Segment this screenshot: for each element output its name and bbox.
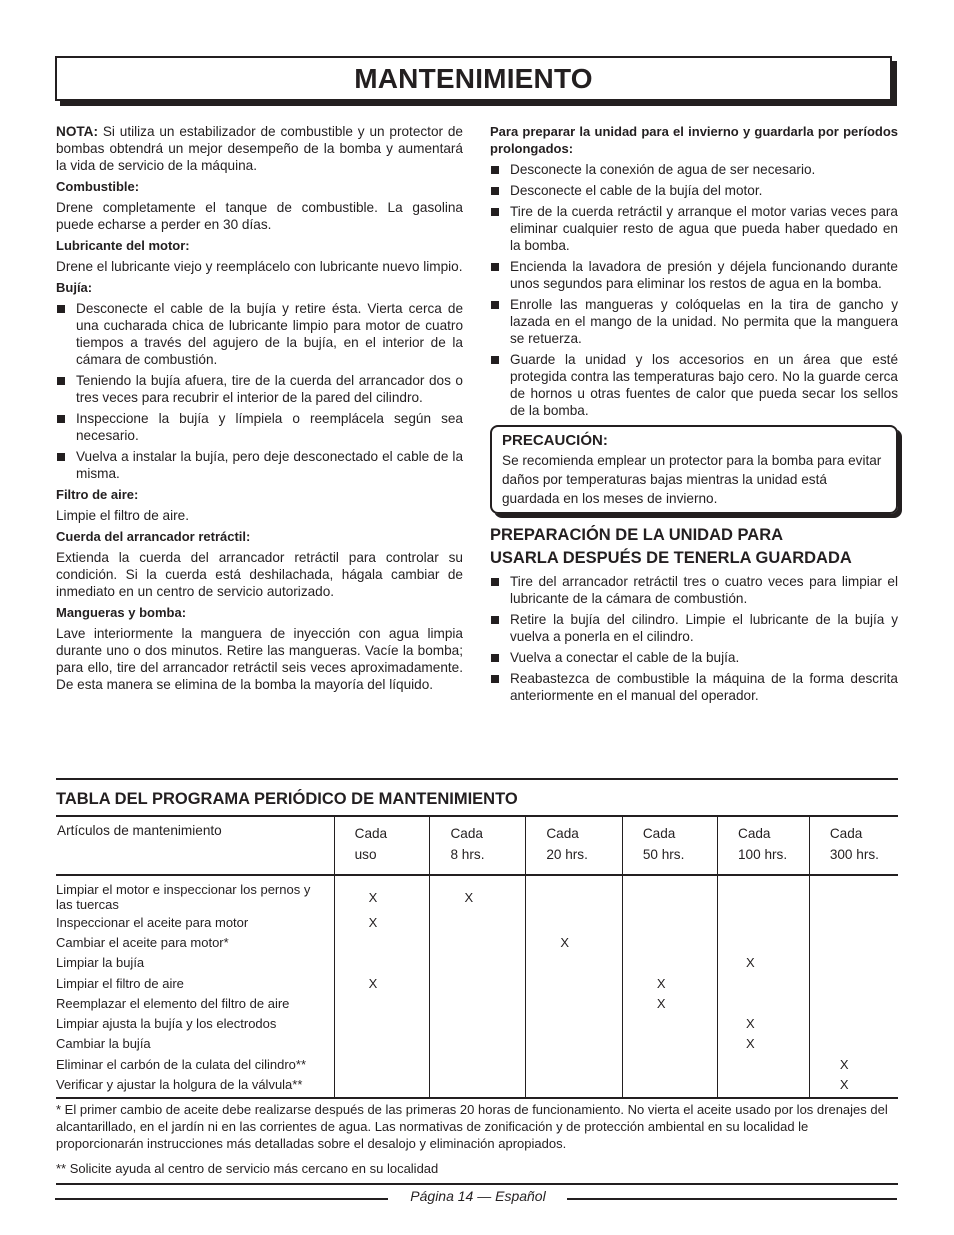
row-mark	[809, 993, 898, 1013]
row-item: Verificar y ajustar la holgura de la válvula**	[56, 1077, 303, 1093]
row-mark: X	[718, 953, 810, 973]
filter-text: Limpie el filtro de aire.	[56, 508, 189, 523]
row-mark	[809, 953, 898, 973]
row-mark	[430, 1074, 526, 1096]
square-bullet-icon	[491, 263, 499, 271]
square-bullet-icon	[491, 616, 499, 624]
square-bullet-icon	[57, 377, 65, 385]
header-col-line2: uso	[354, 847, 377, 862]
caution-title: PRECAUCIÓN:	[502, 432, 608, 449]
row-mark	[718, 993, 810, 1013]
header-col-line1: Cada	[546, 826, 579, 841]
row-mark	[334, 953, 430, 973]
list-item	[56, 410, 463, 444]
row-mark	[809, 1034, 898, 1054]
footnote-2: ** Solicite ayuda al centro de servicio más cercano en su localidad	[56, 1160, 439, 1176]
header-col-line2: 300 hrs.	[829, 847, 879, 862]
plug-list	[56, 300, 463, 482]
row-mark	[430, 953, 526, 973]
row-mark	[526, 912, 623, 932]
cord-heading: Cuerda del arrancador retráctil:	[56, 529, 251, 544]
prep-heading	[490, 524, 898, 570]
row-mark	[334, 993, 430, 1013]
row-mark	[718, 932, 810, 952]
row-mark: X	[809, 1074, 898, 1096]
list-item	[490, 296, 898, 347]
schedule-notes	[56, 1097, 898, 1185]
header-item: Artículos de mantenimiento	[56, 816, 334, 875]
list-item-text: Inspeccione la bujía y límpiela o reemplácela según sea necesario.	[76, 411, 463, 443]
cord-text: Extienda la cuerda del arrancador retráctil para controlar su condición. Si la cuerda está deshilachada, hágala cambiar de inmediato en un centro de servicio autorizado.	[56, 550, 463, 599]
row-mark	[718, 875, 810, 912]
list-item	[490, 351, 898, 419]
row-mark: X	[334, 875, 430, 912]
square-bullet-icon	[491, 356, 499, 364]
row-mark	[622, 953, 717, 973]
winter-heading: Para preparar la unidad para el invierno y guardarla por períodos prolongados:	[490, 124, 898, 156]
row-mark	[809, 875, 898, 912]
header-col	[622, 816, 717, 875]
row-mark	[622, 875, 717, 912]
row-mark	[526, 973, 623, 993]
square-bullet-icon	[491, 166, 499, 174]
list-item	[490, 573, 898, 607]
row-mark	[334, 1074, 430, 1096]
row-mark: X	[334, 912, 430, 932]
list-item-text: Enrolle las mangueras y colóquelas en la tira de gancho y lazada en el mango de la unidad. No permita que la manguera se retuerza.	[510, 297, 898, 346]
row-mark	[430, 973, 526, 993]
row-mark: X	[526, 932, 623, 952]
row-mark	[718, 912, 810, 932]
row-mark	[430, 1054, 526, 1074]
table-row	[56, 1034, 898, 1054]
list-item	[56, 448, 463, 482]
row-mark	[809, 912, 898, 932]
list-item	[490, 611, 898, 645]
winter-list	[490, 161, 898, 419]
row-mark: X	[430, 875, 526, 912]
row-mark	[809, 973, 898, 993]
list-item	[490, 161, 898, 178]
header-col-line1: Cada	[354, 826, 388, 841]
row-mark	[809, 1013, 898, 1033]
note-text: Si utiliza un estabilizador de combustible y un protector de bombas obtendrá un mejor desempeño de la bomba y aumentará la vida de servicio de la máquina.	[56, 124, 463, 173]
list-item	[490, 203, 898, 254]
title-banner	[55, 56, 897, 106]
left-column	[56, 123, 463, 697]
lube-heading: Lubricante del motor:	[56, 238, 190, 253]
row-mark	[622, 912, 717, 932]
row-mark	[334, 1034, 430, 1054]
footer-rule-left	[55, 1198, 388, 1200]
square-bullet-icon	[491, 208, 499, 216]
row-item: Reemplazar el elemento del filtro de aire	[56, 995, 290, 1011]
fuel-text: Drene completamente el tanque de combustible. La gasolina puede echarse a perder en 30 días.	[56, 200, 463, 232]
note-paragraph	[56, 123, 463, 174]
plug-heading: Bujía:	[56, 280, 93, 295]
header-col-line2: 8 hrs.	[450, 847, 485, 862]
table-row	[56, 875, 898, 912]
list-item-text: Reabastezca de combustible la máquina de la forma descrita anteriormente en el manual del operador.	[510, 671, 898, 703]
list-item-text: Vuelva a instalar la bujía, pero deje desconectado el cable de la misma.	[76, 449, 463, 481]
square-bullet-icon	[491, 654, 499, 662]
row-mark	[622, 1074, 717, 1096]
hose-text: Lave interiormente la manguera de inyección con agua limpia durante uno o dos minutos. Retire las mangueras. Vacíe la bomba; para ello, tire del arrancador retráctil seis veces aproximadamente. De esta manera se elimina de la bomba la mayoría del líquido.	[56, 626, 463, 692]
row-item: Limpiar el filtro de aire	[56, 975, 184, 991]
note-label: NOTA:	[56, 124, 99, 139]
header-col-line1: Cada	[450, 826, 483, 841]
header-col	[526, 816, 623, 875]
list-item-text: Guarde la unidad y los accesorios en un área que esté protegida contra las temperaturas bajo cero. No la guarde cerca de hornos u otras fuentes de calor que pueda secar los sellos de la bomba.	[510, 352, 898, 418]
row-mark	[809, 932, 898, 952]
list-item	[490, 182, 898, 199]
row-mark: X	[718, 1013, 810, 1033]
square-bullet-icon	[57, 453, 65, 461]
prep-heading-line1: PREPARACIÓN DE LA UNIDAD PARA	[490, 526, 784, 544]
row-mark	[430, 912, 526, 932]
table-row	[56, 1074, 898, 1096]
row-mark: X	[622, 973, 717, 993]
list-item	[490, 649, 898, 666]
header-col-line1: Cada	[642, 826, 676, 841]
row-mark	[526, 1074, 623, 1096]
divider	[56, 778, 898, 780]
square-bullet-icon	[491, 187, 499, 195]
row-mark	[334, 932, 430, 952]
row-item: Limpiar la bujía	[56, 955, 145, 971]
list-item-text: Vuelva a conectar el cable de la bujía.	[510, 650, 740, 665]
list-item	[56, 372, 463, 406]
square-bullet-icon	[491, 578, 499, 586]
row-mark	[526, 875, 623, 912]
table-row	[56, 1013, 898, 1033]
footer-text: Página 14 — Español	[410, 1188, 546, 1204]
right-column	[490, 123, 898, 708]
row-mark	[718, 1074, 810, 1096]
row-mark	[622, 1054, 717, 1074]
caution-text: Se recomienda emplear un protector para la bomba para evitar daños por temperaturas bajas mientras la unidad está guardada en los meses de invierno.	[502, 453, 882, 506]
schedule-body	[56, 875, 898, 1097]
row-mark: X	[718, 1034, 810, 1054]
list-item-text: Tire de la cuerda retráctil y arranque el motor varias veces para eliminar cualquier resto de agua que pueda haber quedado en la bomba.	[510, 204, 898, 253]
row-mark	[622, 1034, 717, 1054]
row-mark	[622, 1013, 717, 1033]
prep-heading-line2: USARLA DESPUÉS DE TENERLA GUARDADA	[490, 549, 852, 567]
header-col-line2: 20 hrs.	[546, 847, 588, 862]
schedule-title: TABLA DEL PROGRAMA PERIÓDICO DE MANTENIMIENTO	[56, 790, 518, 808]
lube-text: Drene el lubricante viejo y reemplácelo con lubricante nuevo limpio.	[56, 259, 463, 274]
list-item-text: Desconecte el cable de la bujía del motor.	[510, 183, 763, 198]
table-row	[56, 1054, 898, 1074]
list-item-text: Tire del arrancador retráctil tres o cuatro veces para limpiar el lubricante de la cámara de combustión.	[510, 574, 898, 606]
row-mark	[334, 1013, 430, 1033]
row-mark: X	[809, 1054, 898, 1074]
row-mark	[526, 993, 623, 1013]
row-item: Eliminar el carbón de la culata del cilindro**	[56, 1056, 307, 1072]
header-col-line1: Cada	[829, 826, 863, 841]
footer-rule-right	[567, 1198, 897, 1200]
table-row	[56, 973, 898, 993]
hose-heading: Mangueras y bomba:	[56, 605, 187, 620]
footnote-1: * El primer cambio de aceite debe realizarse después de las primeras 20 horas de funcionamiento. No vierta el aceite usado por los drenajes del alcantarillado, en el jardín ni en las corrientes de agua. Las normativas de zonificación y de protección ambiental en su localidad le proporcionarán instrucciones más detalladas sobre el desalojo y eliminación apropiados.	[56, 1101, 888, 1151]
row-mark	[526, 1054, 623, 1074]
row-mark	[718, 973, 810, 993]
row-mark	[334, 1054, 430, 1074]
caution-box	[490, 425, 898, 514]
square-bullet-icon	[491, 301, 499, 309]
filter-heading: Filtro de aire:	[56, 487, 139, 502]
header-col	[430, 816, 526, 875]
table-header-row	[56, 816, 898, 875]
list-item-text: Encienda la lavadora de presión y déjela funcionando durante unos segundos para eliminar los restos de agua en la bomba.	[510, 259, 898, 291]
list-item	[490, 258, 898, 292]
row-item: Inspeccionar el aceite para motor	[56, 914, 249, 930]
row-mark: X	[334, 973, 430, 993]
prep-list	[490, 573, 898, 704]
row-item: Cambiar la bujía	[56, 1036, 151, 1052]
header-col-line2: 50 hrs.	[642, 847, 685, 862]
list-item-text: Desconecte la conexión de agua de ser necesario.	[510, 162, 816, 177]
row-item: Limpiar ajusta la bujía y los electrodos	[56, 1016, 277, 1032]
row-mark: X	[622, 993, 717, 1013]
table-row	[56, 953, 898, 973]
row-item: Cambiar el aceite para motor*	[56, 934, 229, 950]
list-item-text: Retire la bujía del cilindro. Limpie el lubricante de la bujía y vuelva a ponerla en el cilindro.	[510, 612, 898, 644]
header-col	[809, 816, 898, 875]
row-item: Limpiar el motor e inspeccionar los pernos y las tuercas	[56, 882, 311, 912]
schedule-section	[56, 778, 898, 1185]
list-item-text: Teniendo la bujía afuera, tire de la cuerda del arrancador dos o tres veces para recubrir el interior de la pared del cilindro.	[76, 373, 463, 405]
row-mark	[526, 1013, 623, 1033]
table-row	[56, 932, 898, 952]
row-mark	[430, 993, 526, 1013]
row-mark	[526, 953, 623, 973]
row-mark	[430, 932, 526, 952]
square-bullet-icon	[491, 675, 499, 683]
fuel-heading: Combustible:	[56, 179, 140, 194]
header-col	[334, 816, 430, 875]
table-row	[56, 993, 898, 1013]
header-col	[718, 816, 810, 875]
row-mark	[718, 1054, 810, 1074]
table-row	[56, 912, 898, 932]
row-mark	[526, 1034, 623, 1054]
list-item-text: Desconecte el cable de la bujía y retire ésta. Vierta cerca de una cucharada chica de lubricante limpio para motor de cuatro tiempos a través del agujero de la bujía, en el interior de la cámara de combustión.	[76, 301, 463, 367]
schedule-table	[56, 815, 898, 1097]
header-col-line1: Cada	[738, 826, 771, 841]
square-bullet-icon	[57, 415, 65, 423]
list-item	[490, 670, 898, 704]
row-mark	[430, 1013, 526, 1033]
row-mark	[622, 932, 717, 952]
list-item	[56, 300, 463, 368]
square-bullet-icon	[57, 305, 65, 313]
row-mark	[430, 1034, 526, 1054]
page-footer	[55, 1187, 897, 1207]
page-title: MANTENIMIENTO	[55, 56, 892, 101]
header-col-line2: 100 hrs.	[738, 847, 788, 862]
